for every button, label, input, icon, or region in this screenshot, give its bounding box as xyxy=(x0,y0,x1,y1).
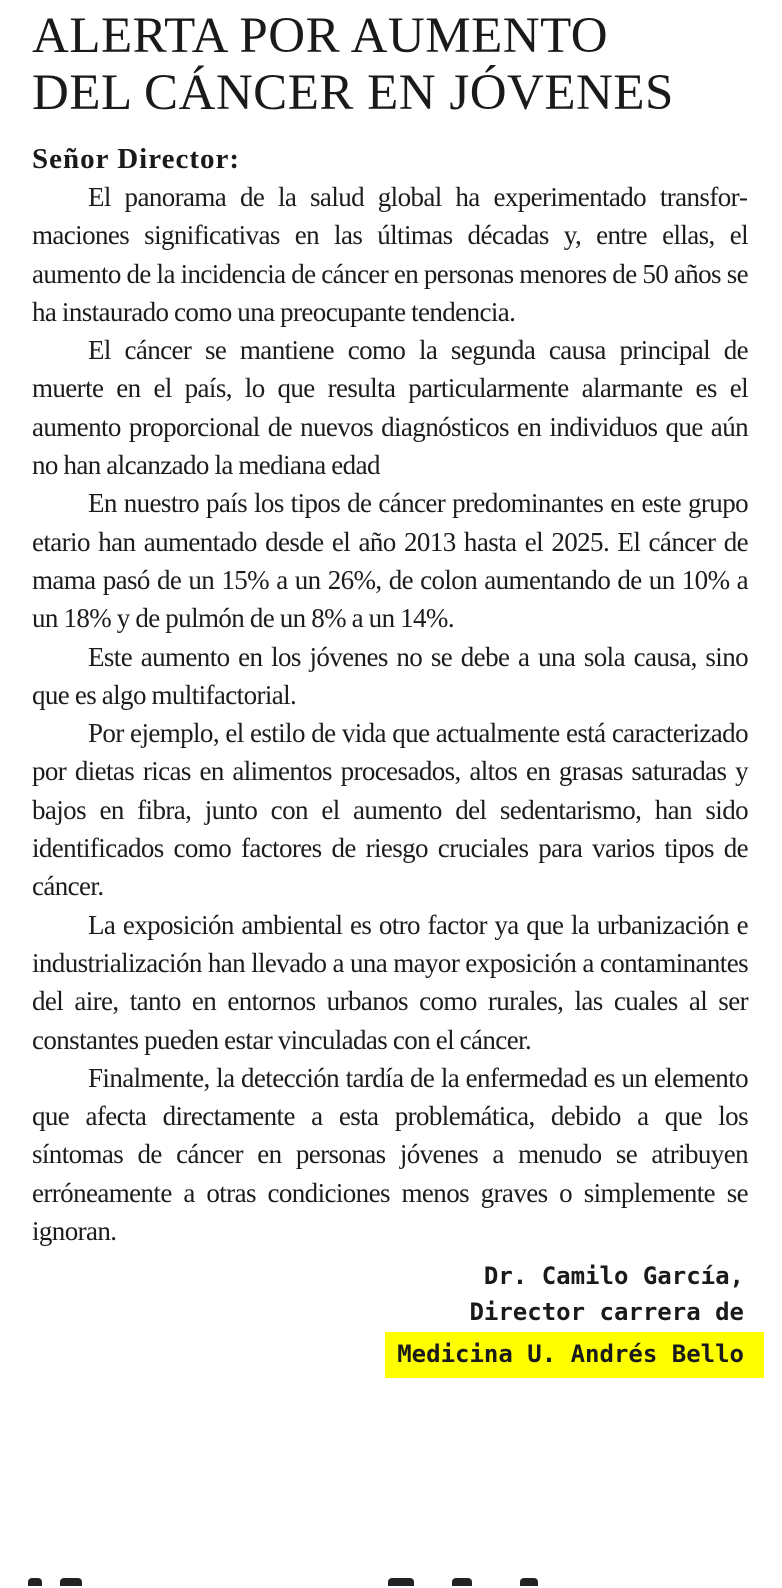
paragraph: La exposición ambiental es otro factor ya que la urbanización e industrialización han llevado a una mayor exposición a contaminantes del aire, tanto en entornos urbanos como rurales, las cuales al ser constantes pueden estar vinculadas con el cáncer. xyxy=(32,909,748,1055)
text-fragment xyxy=(520,1578,538,1586)
letter-body xyxy=(32,178,748,1250)
text-fragment xyxy=(60,1578,82,1586)
signature-institution-highlight: Medicina U. Andrés Bello xyxy=(385,1332,764,1378)
paragraph: El cáncer se mantiene como la segunda causa principal de muerte en el país, lo que resulta particularmente alarmante es el aumento proporcional de nuevos diagnósticos en individuos que aún no han alcanzado la mediana edad xyxy=(32,335,748,481)
headline xyxy=(32,8,748,122)
headline-line-1: ALERTA POR AUMENTO xyxy=(32,8,609,64)
text-fragment xyxy=(28,1578,42,1586)
letter-article xyxy=(32,8,748,1378)
paragraph: Este aumento en los jóvenes no se debe a una sola causa, sino que es algo multifactorial. xyxy=(32,641,748,710)
text-fragment xyxy=(452,1578,472,1586)
paragraph: Por ejemplo, el estilo de vida que actualmente está caracterizado por dietas ricas en alimentos procesados, altos en grasas saturadas y bajos en fibra, junto con el aumento del sedentarismo, han sido identificados como factores de riesgo cruciales para varios tipos de cáncer. xyxy=(32,718,748,902)
headline-line-2: DEL CÁNCER EN JÓVENES xyxy=(32,65,674,121)
signature-name: Dr. Camilo García, xyxy=(483,1262,744,1291)
paragraph: El panorama de la salud global ha experimentado transformaciones significativas en las últimas décadas y, entre ellas, el aumento de la incidencia de cáncer en personas menores de 50 años se ha instaurado como una preocupante tendencia. xyxy=(32,182,748,327)
paragraph: En nuestro país los tipos de cáncer predominantes en este grupo etario han aumentado desde el año 2013 hasta el 2025. El cáncer de mama pasó de un 15% a un 26%, de colon aumentando de un 10% a un 18% y de pulmón de un 8% a un 14%. xyxy=(32,488,748,634)
salutation: Señor Director: xyxy=(32,143,241,175)
signature-role: Director carrera de xyxy=(469,1298,744,1327)
paragraph: Finalmente, la detección tardía de la enfermedad es un elemento que afecta directamente a esta problemática, debido a que los síntomas de cáncer en personas jóvenes a menudo se atribuyen erróneamente a otras condiciones menos graves o simplemente se ignoran. xyxy=(32,1062,748,1247)
signature-block xyxy=(32,1258,748,1378)
text-fragment xyxy=(388,1578,414,1586)
cropped-next-line xyxy=(0,1576,782,1588)
